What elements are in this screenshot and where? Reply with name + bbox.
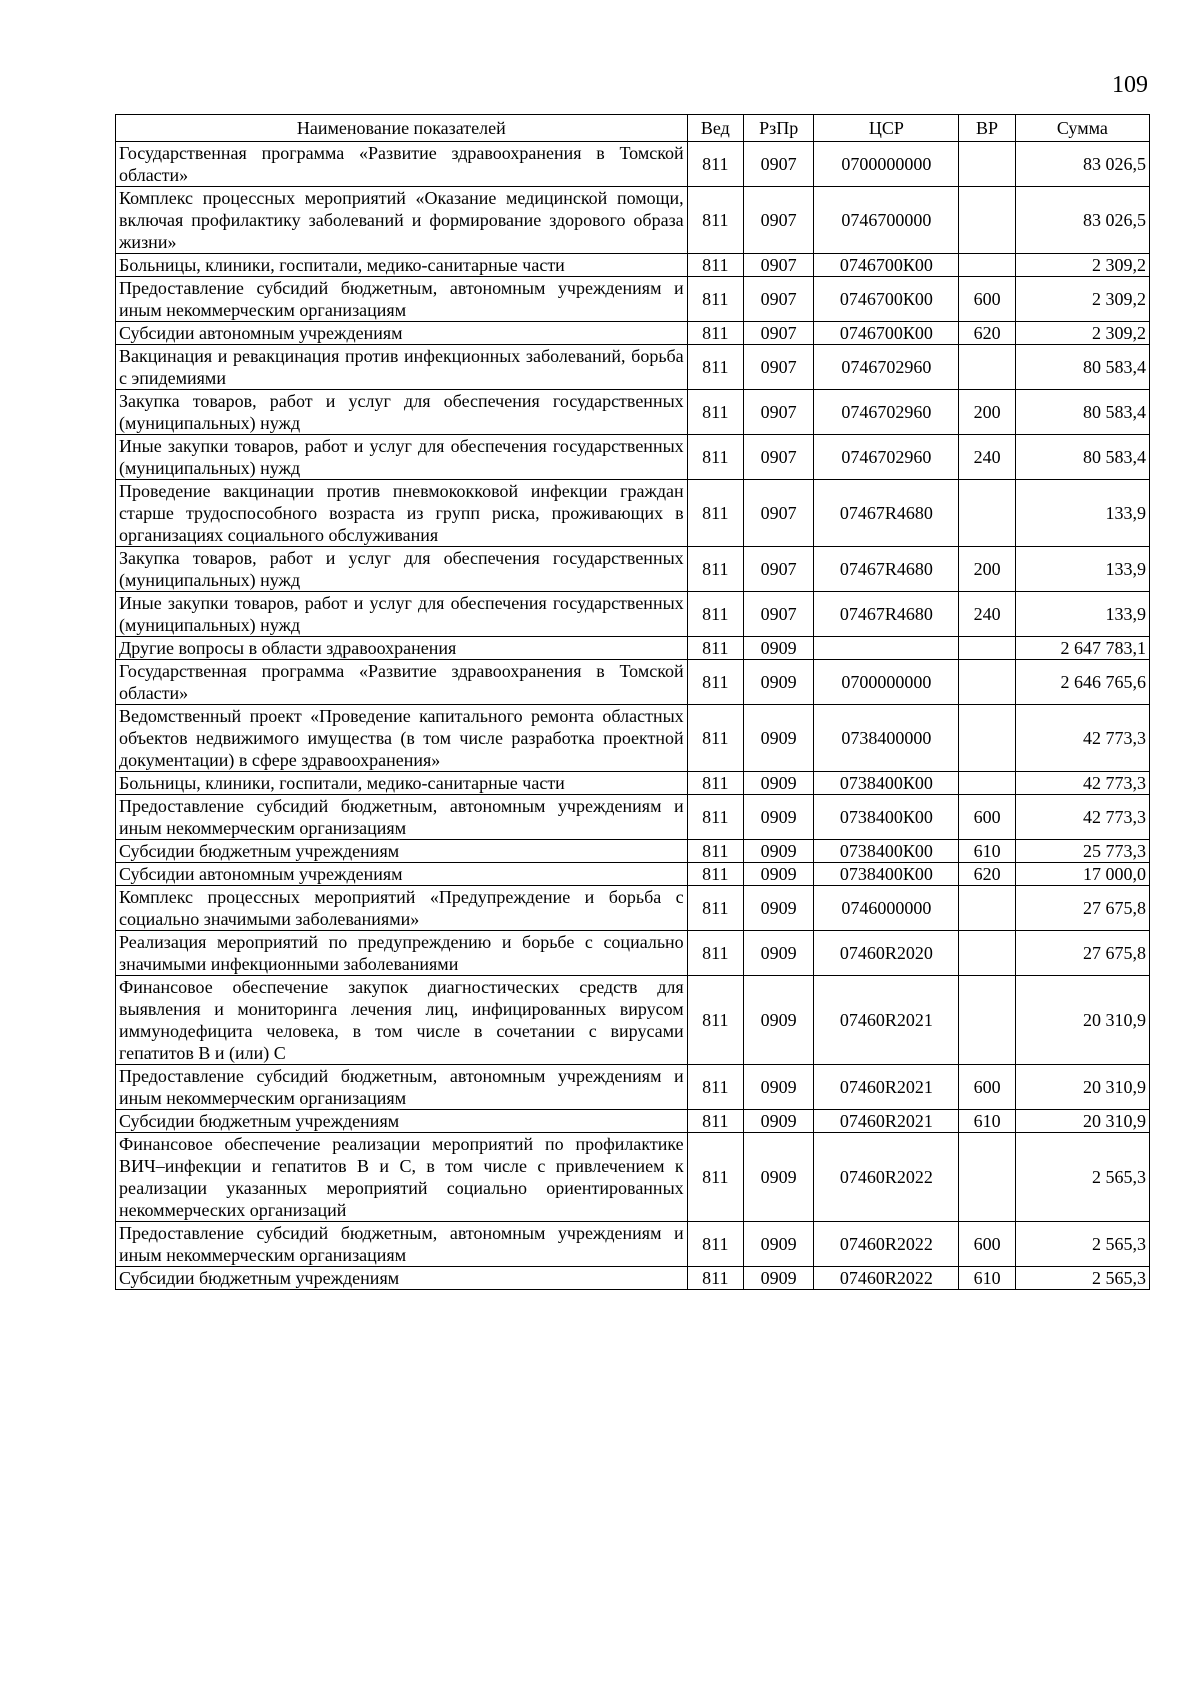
table-row [116,1065,1150,1110]
row-name-cell: Субсидии автономным учреждениям [116,863,688,886]
table-row [116,1133,1150,1222]
row-ved-cell: 811 [687,345,743,390]
row-ved-cell: 811 [687,1065,743,1110]
row-vr-cell [959,480,1015,547]
row-csr-cell: 0746700000 [814,187,959,254]
row-sum-cell: 42 773,3 [1015,795,1149,840]
row-name-cell: Закупка товаров, работ и услуг для обеспечения государственных (муниципальных) нужд [116,547,688,592]
row-ved-cell: 811 [687,480,743,547]
row-sum-cell: 83 026,5 [1015,142,1149,187]
row-csr-cell: 07460R2022 [814,1267,959,1290]
table-row [116,254,1150,277]
row-name-cell: Финансовое обеспечение закупок диагностических средств для выявления и мониторинга лечения лиц, инфицированных вирусом иммунодефицита человека, в том числе в сочетании с вирусами гепатитов В и (или) С [116,976,688,1065]
row-rzpr-cell: 0909 [743,772,813,795]
row-rzpr-cell: 0907 [743,390,813,435]
row-sum-cell: 20 310,9 [1015,1110,1149,1133]
row-csr-cell: 07460R2022 [814,1222,959,1267]
row-csr-cell: 07460R2021 [814,1065,959,1110]
row-sum-cell: 80 583,4 [1015,435,1149,480]
row-rzpr-cell: 0907 [743,435,813,480]
row-sum-cell: 2 565,3 [1015,1222,1149,1267]
table-row [116,322,1150,345]
row-vr-cell: 610 [959,1267,1015,1290]
row-name-cell: Государственная программа «Развитие здравоохранения в Томской области» [116,660,688,705]
row-csr-cell: 0746700К00 [814,277,959,322]
row-name-cell: Финансовое обеспечение реализации мероприятий по профилактике ВИЧ–инфекции и гепатитов В и С, в том числе с привлечением к реализации указанных мероприятий социально ориентированных некоммерческих организаций [116,1133,688,1222]
row-vr-cell [959,976,1015,1065]
row-rzpr-cell: 0909 [743,1065,813,1110]
table-row [116,1267,1150,1290]
row-csr-cell [814,637,959,660]
row-sum-cell: 80 583,4 [1015,390,1149,435]
row-name-cell: Предоставление субсидий бюджетным, автономным учреждениям и иным некоммерческим организациям [116,795,688,840]
row-vr-cell [959,142,1015,187]
header-name: Наименование показателей [116,115,688,142]
row-name-cell: Проведение вакцинации против пневмококковой инфекции граждан старше трудоспособного возраста из групп риска, проживающих в организациях социального обслуживания [116,480,688,547]
row-csr-cell: 0738400К00 [814,863,959,886]
row-sum-cell: 20 310,9 [1015,1065,1149,1110]
row-ved-cell: 811 [687,142,743,187]
row-name-cell: Больницы, клиники, госпитали, медико-санитарные части [116,772,688,795]
row-name-cell: Другие вопросы в области здравоохранения [116,637,688,660]
row-sum-cell: 80 583,4 [1015,345,1149,390]
row-csr-cell: 07460R2020 [814,931,959,976]
table-row [116,795,1150,840]
row-csr-cell: 0746700К00 [814,322,959,345]
row-vr-cell: 620 [959,322,1015,345]
row-rzpr-cell: 0907 [743,547,813,592]
row-rzpr-cell: 0907 [743,142,813,187]
row-name-cell: Иные закупки товаров, работ и услуг для обеспечения государственных (муниципальных) нужд [116,435,688,480]
row-rzpr-cell: 0909 [743,660,813,705]
row-sum-cell: 27 675,8 [1015,931,1149,976]
table-row [116,976,1150,1065]
row-vr-cell [959,886,1015,931]
row-name-cell: Иные закупки товаров, работ и услуг для обеспечения государственных (муниципальных) нужд [116,592,688,637]
row-csr-cell: 0746702960 [814,435,959,480]
row-ved-cell: 811 [687,795,743,840]
row-rzpr-cell: 0907 [743,254,813,277]
row-name-cell: Предоставление субсидий бюджетным, автономным учреждениям и иным некоммерческим организациям [116,277,688,322]
row-rzpr-cell: 0907 [743,277,813,322]
table-row [116,931,1150,976]
row-ved-cell: 811 [687,1110,743,1133]
row-ved-cell: 811 [687,187,743,254]
row-name-cell: Предоставление субсидий бюджетным, автономным учреждениям и иным некоммерческим организациям [116,1065,688,1110]
row-name-cell: Субсидии бюджетным учреждениям [116,840,688,863]
row-rzpr-cell: 0909 [743,863,813,886]
row-ved-cell: 811 [687,277,743,322]
table-row [116,840,1150,863]
row-sum-cell: 133,9 [1015,547,1149,592]
row-vr-cell [959,772,1015,795]
budget-table [115,114,1150,1290]
row-rzpr-cell: 0909 [743,1267,813,1290]
row-csr-cell: 0746700К00 [814,254,959,277]
table-row [116,660,1150,705]
row-vr-cell [959,705,1015,772]
row-csr-cell: 07467R4680 [814,592,959,637]
row-csr-cell: 0738400К00 [814,840,959,863]
row-sum-cell: 2 565,3 [1015,1267,1149,1290]
row-rzpr-cell: 0909 [743,1222,813,1267]
table-row [116,1110,1150,1133]
row-sum-cell: 42 773,3 [1015,705,1149,772]
row-ved-cell: 811 [687,840,743,863]
row-name-cell: Комплекс процессных мероприятий «Оказание медицинской помощи, включая профилактику заболеваний и формирование здорового образа жизни» [116,187,688,254]
page-number: 109 [1112,72,1148,98]
header-row [116,115,1150,142]
row-vr-cell: 600 [959,1065,1015,1110]
row-vr-cell: 200 [959,547,1015,592]
table-row [116,480,1150,547]
table-row [116,863,1150,886]
row-vr-cell [959,345,1015,390]
row-ved-cell: 811 [687,322,743,345]
row-ved-cell: 811 [687,390,743,435]
row-csr-cell: 0738400К00 [814,795,959,840]
row-name-cell: Реализация мероприятий по предупреждению и борьбе с социально значимыми инфекционными заболеваниями [116,931,688,976]
row-sum-cell: 27 675,8 [1015,886,1149,931]
row-name-cell: Ведомственный проект «Проведение капитального ремонта областных объектов недвижимого имущества (в том числе разработка проектной документации) в сфере здравоохранения» [116,705,688,772]
row-csr-cell: 07460R2022 [814,1133,959,1222]
table-row [116,592,1150,637]
row-vr-cell [959,931,1015,976]
row-name-cell: Предоставление субсидий бюджетным, автономным учреждениям и иным некоммерческим организациям [116,1222,688,1267]
row-rzpr-cell: 0907 [743,480,813,547]
row-sum-cell: 2 309,2 [1015,254,1149,277]
row-rzpr-cell: 0909 [743,705,813,772]
row-vr-cell [959,187,1015,254]
row-name-cell: Вакцинация и ревакцинация против инфекционных заболеваний, борьба с эпидемиями [116,345,688,390]
row-ved-cell: 811 [687,863,743,886]
row-vr-cell: 610 [959,840,1015,863]
row-rzpr-cell: 0909 [743,1110,813,1133]
row-rzpr-cell: 0907 [743,345,813,390]
row-vr-cell: 600 [959,1222,1015,1267]
row-rzpr-cell: 0909 [743,976,813,1065]
row-ved-cell: 811 [687,772,743,795]
row-rzpr-cell: 0907 [743,592,813,637]
table-row [116,886,1150,931]
row-vr-cell: 600 [959,277,1015,322]
row-csr-cell: 0746702960 [814,390,959,435]
row-vr-cell: 600 [959,795,1015,840]
table-row [116,772,1150,795]
row-sum-cell: 2 646 765,6 [1015,660,1149,705]
row-ved-cell: 811 [687,592,743,637]
row-name-cell: Субсидии бюджетным учреждениям [116,1267,688,1290]
header-vr: ВР [959,115,1015,142]
row-name-cell: Больницы, клиники, госпитали, медико-санитарные части [116,254,688,277]
row-csr-cell: 07460R2021 [814,976,959,1065]
row-sum-cell: 2 647 783,1 [1015,637,1149,660]
row-csr-cell: 07467R4680 [814,547,959,592]
row-name-cell: Субсидии бюджетным учреждениям [116,1110,688,1133]
header-ved: Вед [687,115,743,142]
row-vr-cell [959,660,1015,705]
row-sum-cell: 83 026,5 [1015,187,1149,254]
row-ved-cell: 811 [687,931,743,976]
row-csr-cell: 0746000000 [814,886,959,931]
table-row [116,1222,1150,1267]
row-name-cell: Закупка товаров, работ и услуг для обеспечения государственных (муниципальных) нужд [116,390,688,435]
row-sum-cell: 2 309,2 [1015,322,1149,345]
row-rzpr-cell: 0909 [743,1133,813,1222]
row-sum-cell: 17 000,0 [1015,863,1149,886]
row-sum-cell: 20 310,9 [1015,976,1149,1065]
row-vr-cell: 610 [959,1110,1015,1133]
row-vr-cell [959,254,1015,277]
row-ved-cell: 811 [687,976,743,1065]
table-row [116,390,1150,435]
row-name-cell: Субсидии автономным учреждениям [116,322,688,345]
row-csr-cell: 0700000000 [814,142,959,187]
table-row [116,277,1150,322]
table-row [116,637,1150,660]
row-rzpr-cell: 0909 [743,637,813,660]
table-row [116,187,1150,254]
row-ved-cell: 811 [687,254,743,277]
row-csr-cell: 0700000000 [814,660,959,705]
table-row [116,705,1150,772]
table-row [116,435,1150,480]
row-name-cell: Государственная программа «Развитие здравоохранения в Томской области» [116,142,688,187]
row-csr-cell: 0738400К00 [814,772,959,795]
row-rzpr-cell: 0907 [743,322,813,345]
row-ved-cell: 811 [687,435,743,480]
row-ved-cell: 811 [687,886,743,931]
row-vr-cell: 240 [959,435,1015,480]
row-rzpr-cell: 0907 [743,187,813,254]
row-ved-cell: 811 [687,547,743,592]
row-sum-cell: 2 309,2 [1015,277,1149,322]
row-vr-cell: 200 [959,390,1015,435]
row-csr-cell: 07467R4680 [814,480,959,547]
row-vr-cell: 620 [959,863,1015,886]
row-rzpr-cell: 0909 [743,886,813,931]
row-rzpr-cell: 0909 [743,931,813,976]
row-sum-cell: 133,9 [1015,592,1149,637]
table-body [116,142,1150,1290]
row-vr-cell [959,637,1015,660]
table-row [116,142,1150,187]
header-sum: Сумма [1015,115,1149,142]
row-csr-cell: 0746702960 [814,345,959,390]
row-ved-cell: 811 [687,705,743,772]
row-csr-cell: 0738400000 [814,705,959,772]
table-header [116,115,1150,142]
header-rzpr: РзПр [743,115,813,142]
row-csr-cell: 07460R2021 [814,1110,959,1133]
row-sum-cell: 25 773,3 [1015,840,1149,863]
row-ved-cell: 811 [687,637,743,660]
row-rzpr-cell: 0909 [743,840,813,863]
row-sum-cell: 133,9 [1015,480,1149,547]
row-name-cell: Комплекс процессных мероприятий «Предупреждение и борьба с социально значимыми заболеваниями» [116,886,688,931]
row-sum-cell: 42 773,3 [1015,772,1149,795]
row-vr-cell: 240 [959,592,1015,637]
row-rzpr-cell: 0909 [743,795,813,840]
row-ved-cell: 811 [687,1222,743,1267]
row-ved-cell: 811 [687,1133,743,1222]
header-csr: ЦСР [814,115,959,142]
row-ved-cell: 811 [687,1267,743,1290]
table-row [116,345,1150,390]
row-ved-cell: 811 [687,660,743,705]
row-sum-cell: 2 565,3 [1015,1133,1149,1222]
table-row [116,547,1150,592]
row-vr-cell [959,1133,1015,1222]
